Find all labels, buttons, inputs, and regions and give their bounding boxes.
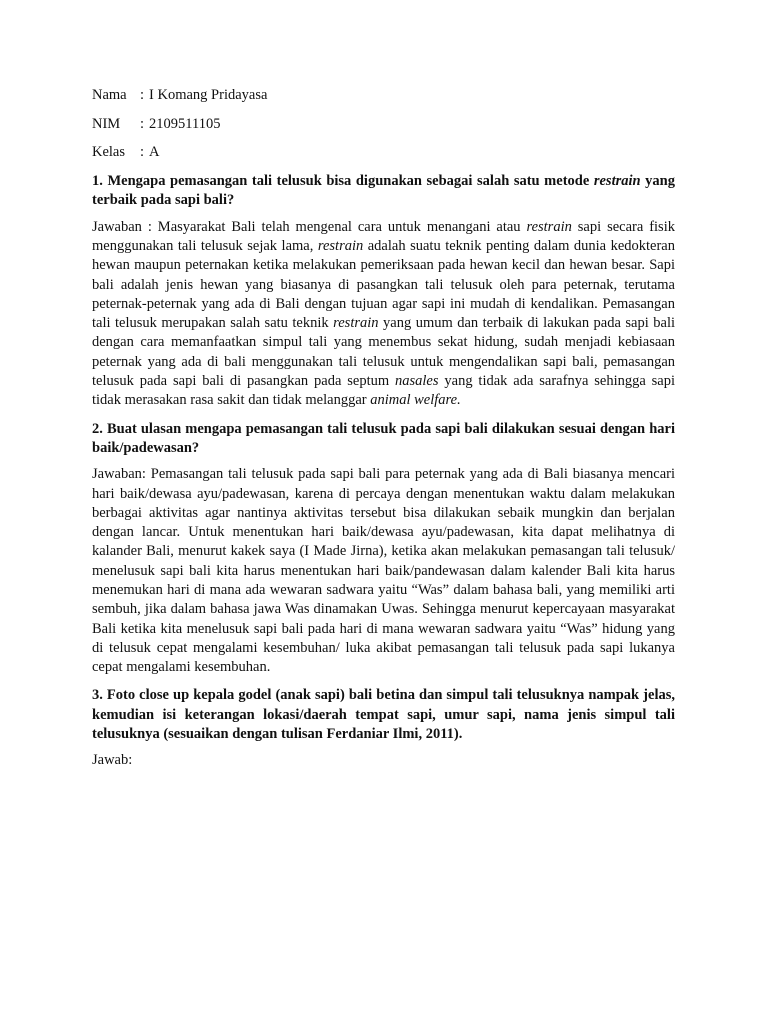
nim-label: NIM <box>92 115 121 132</box>
info-row-nim <box>92 115 675 134</box>
nim-separator: : <box>140 115 145 132</box>
answer-1-part-1: Jawaban : Masyarakat Bali telah mengenal cara untuk menangani atau <box>92 218 527 235</box>
info-row-nama <box>92 86 675 105</box>
kelas-label: Kelas <box>92 144 126 161</box>
question-1-italic: restrain <box>593 173 641 190</box>
nama-label: Nama <box>92 87 127 103</box>
nim-value: 2109511105 <box>149 115 221 132</box>
document-page <box>92 86 675 771</box>
nama-separator: : <box>140 87 145 103</box>
answer-1-part-2: sapi secara fisik menggunakan tali telusuk sejak lama, <box>92 218 675 254</box>
answer-1-part-4: yang umum dan terbaik di lakukan pada sapi bali dengan cara memanfaatkan simpul tali yang menembus sekat hidung, sudah menjadi kebiasaan peternak yang ada di bali menggunakan tali telusuk untuk mengendalikan sapi bali, pemasangan telusuk pada sapi bali di pasangkan pada septum <box>92 315 675 390</box>
answer-1-part-3: adalah suatu teknik penting dalam dunia kedokteran hewan maupun peternakan ketika melakukan pemeriksaan pada hewan kecil dan hewan besar. Sapi bali adalah jenis hewan yang biasanya di pasangkan tali telusuk oleh para peternak, terutama peternak-peternak yang ada di Bali dengan tujuan agar sapi ini mudah di kendalikan. Pemasangan tali telusuk merupakan salah satu teknik <box>92 237 675 332</box>
answer-1-italic-4: nasales <box>395 373 439 390</box>
nama-value: I Komang Pridayasa <box>149 87 268 103</box>
question-3: 3. Foto close up kepala godel (anak sapi) bali betina dan simpul tali telusuknya nampak jelas, kemudian isi keterangan lokasi/daerah tempat sapi, umur sapi, nama jenis simpul tali telusuknya (sesuaikan dengan tulisan Ferdaniar Ilmi, 2011). <box>92 687 675 743</box>
kelas-value: A <box>149 144 160 161</box>
kelas-separator: : <box>140 144 145 161</box>
info-row-kelas <box>92 143 675 162</box>
answer-1-part-5: yang tidak ada sarafnya sehingga sapi tidak merasakan rasa sakit dan tidak melanggar <box>92 373 676 409</box>
question-1-text-a: 1. Mengapa pemasangan tali telusuk bisa digunakan sebagai salah satu metode <box>92 173 594 190</box>
answer-1-italic-1: restrain <box>526 218 572 235</box>
answer-3-label: Jawab: <box>92 752 133 769</box>
question-2: 2. Buat ulasan mengapa pemasangan tali telusuk pada sapi bali dilakukan sesuai dengan hari baik/padewasan? <box>92 420 675 456</box>
answer-1 <box>92 218 675 411</box>
question-1-text-b: yang terbaik pada sapi bali? <box>92 173 675 209</box>
answer-1-italic-2: restrain <box>317 237 364 254</box>
answer-1-italic-3: restrain <box>333 315 379 332</box>
question-1 <box>92 172 675 211</box>
answer-2: Jawaban: Pemasangan tali telusuk pada sapi bali para peternak yang ada di Bali biasanya mencari hari baik/dewasa ayu/padewasan, karena di percaya dengan menentukan waktu dalam melakukan berbagai aktivitas agar nantinya aktivitas tersebut bisa dilakukan sebaik mungkin dan berjalan dengan lancar. Untuk menentukan hari baik/dewasa ayu/padewasan, kita dapat melihatnya di kalander Bali, menurut kakek saya (I Made Jirna), ketika akan melakukan pemasangan tali telusuk/ menelusuk sapi bali kita harus menentukan hari baik/pandewasan dalam kalender Bali kita harus menemukan hari di mana ada wewaran sadwara yaitu “Was” dalam bahasa bali, yang memiliki arti sembuh, jika dalam bahasa jawa Was dinamakan Uwas. Sehingga menurut kepercayaan masyarakat Bali ketika kita menelusuk sapi bali pada hari di mana wewaran sadwara yaitu “Was” hidung yang di telusuk cepat mengalami kesembuhan/ luka akibat pemasangan tali telusuk pada sapi lukanya cepat mengalami kesembuhan. <box>92 466 675 676</box>
answer-1-italic-5: animal welfare. <box>370 392 461 409</box>
